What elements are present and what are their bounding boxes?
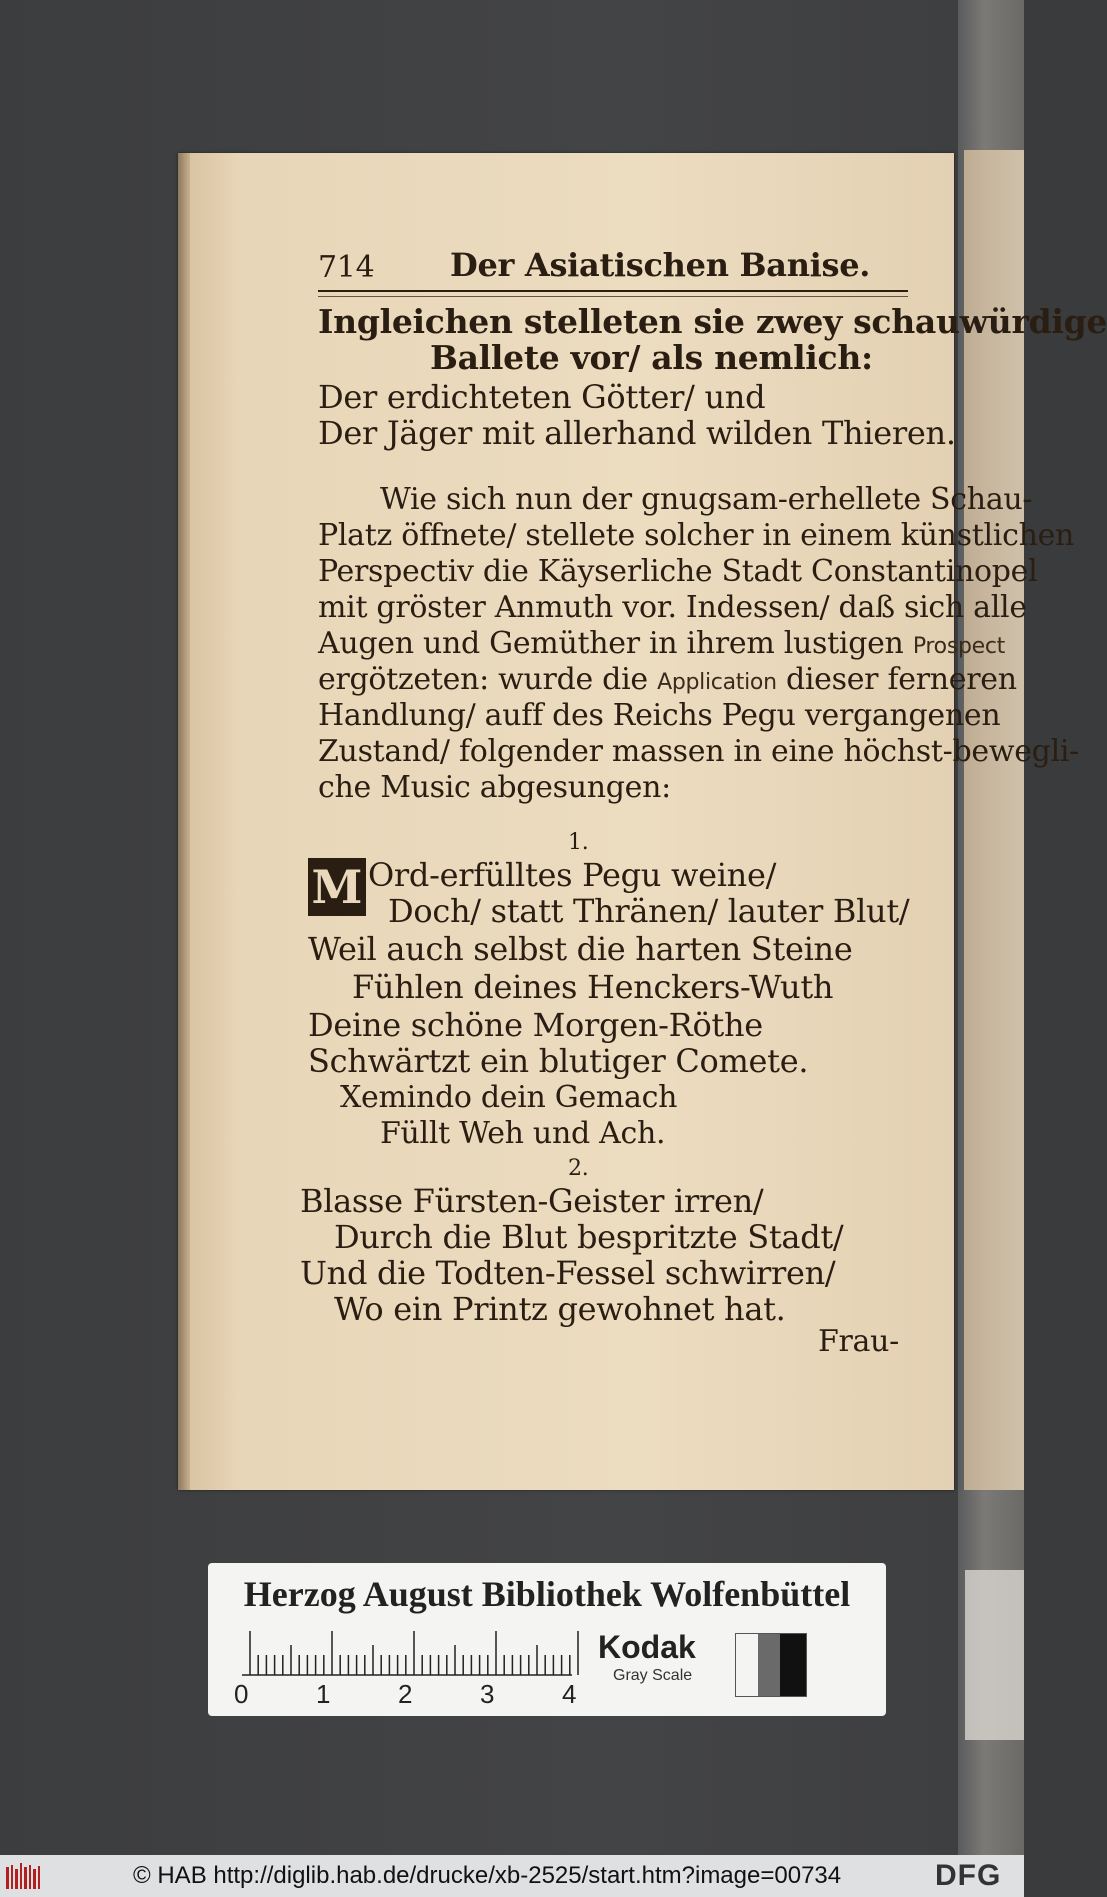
ruler-number-2: 2 xyxy=(398,1679,413,1709)
catchword: Frau- xyxy=(818,1324,900,1359)
stanza-1-dropcap: M xyxy=(308,858,366,916)
stanza-1-line-5: Deine schöne Morgen-Röthe xyxy=(308,1006,763,1044)
stanza-2-line-1: Blasse Fürsten-Geister irren/ xyxy=(300,1182,764,1220)
stanza-1-line-8: Füllt Weh und Ach. xyxy=(380,1116,666,1151)
swatch-light xyxy=(736,1634,758,1696)
gray-scale-swatch xyxy=(735,1633,807,1697)
paragraph-line-7: Handlung/ auff des Reichs Pegu vergangenen xyxy=(318,698,1001,733)
paragraph-line-6-text: ergötzeten: wurde die xyxy=(318,662,648,697)
hab-logo-icon xyxy=(6,1863,44,1891)
paragraph-line-2: Platz öffnete/ stellete solcher in einem künstlichen xyxy=(318,518,1075,553)
stanza-2-line-2: Durch die Blut bespritzte Stadt/ xyxy=(334,1218,844,1256)
swatch-mid xyxy=(758,1634,780,1696)
page-gutter-edge xyxy=(178,153,190,1490)
adjacent-page xyxy=(964,150,1024,1490)
stanza-1-line-1: Ord-erfülltes Pegu weine/ xyxy=(368,856,777,894)
gray-scale-label: Gray Scale xyxy=(613,1667,693,1684)
latin-application: Application xyxy=(657,670,777,695)
paragraph-line-5 xyxy=(318,626,1005,661)
paragraph-line-1: Wie sich nun der gnugsam-erhellete Schau- xyxy=(380,482,1033,517)
paragraph-line-5-text: Augen und Gemüther in ihrem lustigen xyxy=(318,626,904,661)
stanza-1-number: 1. xyxy=(568,830,589,855)
paragraph-line-8: Zustand/ folgender massen in eine höchst-bewegli- xyxy=(318,734,1080,769)
paragraph-line-6 xyxy=(318,662,1017,697)
kodak-logo: Kodak xyxy=(598,1629,696,1665)
footer-credit[interactable]: © HAB http://diglib.hab.de/drucke/xb-2525/start.htm?image=00734 xyxy=(133,1862,842,1889)
stanza-1-line-3: Weil auch selbst die harten Steine xyxy=(308,930,853,968)
stanza-2-number: 2. xyxy=(568,1156,589,1181)
stanza-2-line-4: Wo ein Printz gewohnet hat. xyxy=(334,1290,786,1328)
ruler-number-0: 0 xyxy=(234,1679,249,1709)
ruler-number-3: 3 xyxy=(480,1679,495,1709)
footer-bar xyxy=(0,1855,1024,1897)
stanza-2-line-3: Und die Todten-Fessel schwirren/ xyxy=(300,1254,836,1292)
ruler-ticks xyxy=(242,1629,782,1679)
latin-prospect: Prospect xyxy=(912,634,1006,659)
ruler-number-1: 1 xyxy=(316,1679,331,1709)
stanza-1-line-4: Fühlen deines Henckers-Wuth xyxy=(352,968,834,1006)
paragraph-line-9: che Music abgesungen: xyxy=(318,770,671,805)
ruler-number-4: 4 xyxy=(562,1679,577,1709)
page-number: 714 xyxy=(318,250,375,285)
intro-line-2: Ballete vor/ als nemlich: xyxy=(430,338,873,377)
paragraph-line-3: Perspectiv die Käyserliche Stadt Constantinopel xyxy=(318,554,1038,589)
ruler-card xyxy=(208,1563,886,1716)
list-item-1: Der erdichteten Götter/ und xyxy=(318,378,766,416)
intro-line-1: Ingleichen stelleten sie zwey schauwürdige xyxy=(318,302,1107,341)
ruler-title: Herzog August Bibliothek Wolfenbüttel xyxy=(243,1574,851,1614)
paragraph-line-4: mit gröster Anmuth vor. Indessen/ daß sich alle xyxy=(318,590,1027,625)
header-rule xyxy=(318,290,908,292)
swatch-dark xyxy=(780,1634,806,1696)
stanza-1-line-7: Xemindo dein Gemach xyxy=(340,1080,678,1115)
stanza-1-line-6: Schwärtzt ein blutiger Comete. xyxy=(308,1042,809,1080)
stanza-1-line-2: Doch/ statt Thränen/ lauter Blut/ xyxy=(388,892,910,930)
adjacent-label xyxy=(965,1570,1024,1740)
list-item-2: Der Jäger mit allerhand wilden Thieren. xyxy=(318,414,956,452)
header-rule-thin xyxy=(318,296,908,297)
dfg-logo: DFG xyxy=(935,1859,1002,1892)
running-title: Der Asiatischen Banise. xyxy=(450,246,871,284)
paragraph-line-6-tail: dieser ferneren xyxy=(785,662,1017,697)
